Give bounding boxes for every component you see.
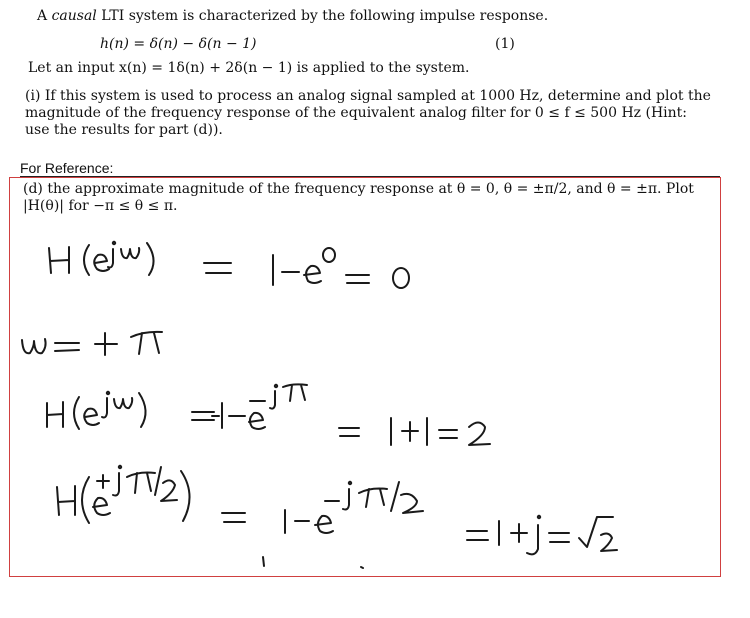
equation-number: (1)	[495, 36, 515, 52]
input-statement: Let an input x(n) = 1δ(n) + 2δ(n − 1) is applied to the system.	[28, 60, 470, 76]
handwriting-line-3	[47, 384, 490, 445]
part-d-text: (d) the approximate magnitude of the frequency response at θ = 0, θ = ±π/2, and θ = ±π. Plot |H(θ)| for −π ≤ θ ≤ π.	[23, 181, 694, 214]
impulse-response-equation: h(n) = δ(n) − δ(n − 1)	[100, 36, 257, 52]
intro-suffix: LTI system is characterized by the following impulse response.	[96, 8, 549, 24]
intro-emphasis: causal	[51, 8, 97, 24]
handwritten-solution	[9, 215, 721, 570]
part-i-text: (i) If this system is used to process an analog signal sampled at 1000 Hz, determine and plot the magnitude of the frequency response of the equivalent analog filter for 0 ≤ f ≤ 500 Hz (Hint: use the results for part (d)).	[25, 88, 711, 138]
problem-intro	[37, 8, 548, 24]
reference-label: For Reference:	[20, 160, 114, 176]
handwriting-line-1	[49, 242, 409, 288]
handwriting-line-2	[22, 332, 162, 355]
handwriting-line-4	[57, 466, 617, 555]
intro-prefix: A	[37, 8, 52, 24]
